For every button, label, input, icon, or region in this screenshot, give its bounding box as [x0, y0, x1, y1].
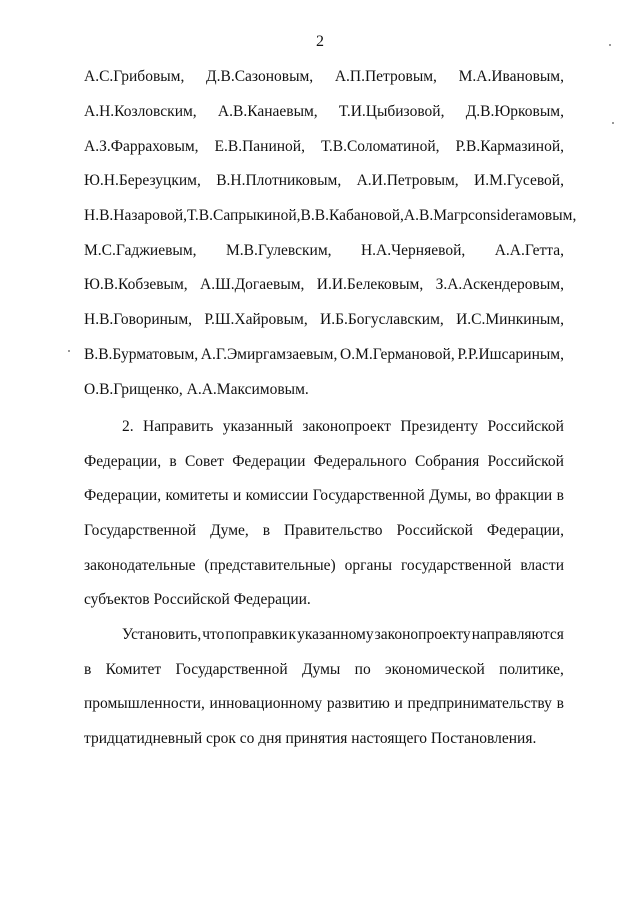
word: комитеты — [165, 487, 229, 505]
word: в — [556, 695, 564, 713]
deputy-name: М.С.Гаджиевым, — [84, 241, 197, 259]
word: Государственной — [84, 522, 197, 540]
page-number: 2 — [316, 33, 324, 50]
word: власти — [520, 556, 564, 574]
deputy-name: Т.И.Цыбизовой, — [338, 103, 445, 121]
deputy-name: О.М.Германовой, — [340, 345, 455, 363]
word: Совет — [184, 452, 224, 470]
text-line — [84, 687, 564, 722]
word: Федерации, — [486, 522, 564, 540]
deputy-name: Р.Р.Ишсариным, — [457, 345, 564, 363]
text-line: тридцатидневный срок со дня принятия настоящего Постановления. — [84, 730, 537, 748]
paragraph-2 — [84, 410, 564, 618]
word: поправки — [225, 626, 288, 643]
deputy-name: Д.В.Юрковым, — [465, 103, 564, 121]
scan-speck — [609, 44, 611, 46]
name-row — [84, 129, 564, 164]
word: Думы — [301, 660, 341, 678]
deputy-name: Н.А.Черняевой, — [360, 241, 466, 259]
word: Федерального — [313, 452, 407, 470]
deputy-name: В.В.Бурматовым, — [84, 345, 199, 363]
word: развитию — [326, 695, 390, 713]
deputy-name: З.А.Аскендеровым, — [435, 276, 564, 294]
word: в — [556, 487, 564, 505]
deputy-name: А.С.Грибовым, — [84, 68, 185, 86]
deputy-name: А.З.Фарраховым, — [84, 137, 199, 155]
word: и — [232, 487, 242, 505]
word: Федерации, — [84, 487, 162, 505]
word: Российской — [487, 418, 564, 435]
word: к — [288, 626, 297, 643]
deputy-name: Е.В.Паниной, — [214, 137, 305, 155]
word: Направить — [143, 418, 214, 435]
text-line — [84, 653, 564, 688]
word: комиссии — [245, 487, 309, 505]
deputy-name: Т.В.Сапрыкиной, — [187, 207, 301, 225]
word: органы — [344, 556, 393, 574]
word: фракции — [495, 487, 553, 505]
deputy-name: А.Н.Козловским, — [84, 103, 197, 121]
text-line — [84, 445, 564, 480]
word: Думы, — [429, 487, 472, 505]
text-line — [84, 514, 564, 549]
deputy-name: А.И.Петровым, — [356, 172, 459, 190]
name-row — [84, 338, 564, 373]
word: Федерации — [232, 452, 306, 470]
deputy-name: А.В.Магрconsiderамовым, — [403, 207, 577, 225]
text-line: субъектов Российской Федерации. — [84, 591, 311, 609]
deputy-name: О.В.Грищенко, А.А.Максимовым. — [84, 380, 309, 398]
scan-speck — [68, 350, 70, 352]
deputy-name: В.Н.Плотниковым, — [216, 172, 342, 190]
paragraph-3 — [84, 618, 564, 757]
deputy-name: Ю.Н.Березуцким, — [84, 172, 201, 190]
deputy-name: И.И.Белековым, — [316, 276, 424, 294]
word: промышленности, — [84, 695, 205, 713]
word: и — [394, 695, 403, 713]
word: Комитет — [105, 660, 162, 678]
name-row — [84, 95, 564, 130]
deputy-name: А.В.Канаевым, — [217, 103, 318, 121]
deputy-name: Т.В.Соломатиной, — [320, 137, 440, 155]
word: экономической — [385, 660, 485, 678]
deputy-name: И.Б.Богуславским, — [320, 311, 444, 329]
deputy-name: А.П.Петровым, — [334, 68, 437, 86]
name-row — [84, 60, 564, 95]
word: законодательные — [84, 556, 196, 574]
word: в — [262, 522, 271, 540]
word: государственной — [400, 556, 512, 574]
name-row — [84, 372, 564, 407]
word: во — [475, 487, 491, 505]
word: Российской — [487, 452, 564, 470]
deputy-name: Р.Ш.Хайровым, — [204, 311, 308, 329]
name-row — [84, 303, 564, 338]
word: указанный — [222, 418, 293, 435]
word: что — [202, 626, 225, 643]
text-line — [84, 618, 564, 653]
deputy-name: И.М.Гусевой, — [474, 172, 564, 190]
deputy-name: В.В.Кабановой, — [300, 207, 404, 225]
word: Правительство — [284, 522, 383, 540]
deputy-name: Р.В.Кармазиной, — [455, 137, 564, 155]
word: Российской — [396, 522, 473, 540]
text-line — [84, 549, 564, 584]
word: Собрания — [414, 452, 480, 470]
deputy-name: И.С.Минкиным, — [456, 311, 564, 329]
deputy-name: Н.В.Назаровой, — [84, 207, 187, 225]
word: законопроект — [302, 418, 391, 435]
name-row — [84, 199, 577, 234]
word: в — [169, 452, 177, 470]
deputy-name: Д.В.Сазоновым, — [206, 68, 314, 86]
word: Государственной — [175, 660, 288, 678]
deputy-name: А.Г.Эмиргамзаевым, — [200, 345, 338, 363]
word: направляются — [471, 626, 564, 643]
deputy-name: М.В.Гулевским, — [225, 241, 332, 259]
deputy-name: М.А.Ивановым, — [458, 68, 564, 86]
name-row — [84, 268, 564, 303]
word: Федерации, — [84, 452, 162, 470]
name-row — [84, 233, 564, 268]
names-list — [84, 60, 577, 407]
word: Думе, — [210, 522, 249, 540]
word: в — [84, 660, 92, 678]
word: 2. — [122, 418, 134, 435]
text-line — [84, 479, 564, 514]
scan-speck — [612, 122, 614, 124]
word: Президенту — [400, 418, 479, 435]
deputy-name: А.Ш.Догаевым, — [200, 276, 305, 294]
word: предпринимательству — [407, 695, 552, 713]
word: законопроекту — [374, 626, 471, 643]
word: политике, — [499, 660, 564, 678]
deputy-name: Н.В.Говориным, — [84, 311, 193, 329]
word: инновационному — [209, 695, 323, 713]
text-line — [84, 410, 564, 445]
deputy-name: А.А.Гетта, — [494, 241, 564, 259]
deputy-name: Ю.В.Кобзевым, — [84, 276, 188, 294]
word: указанному — [297, 626, 374, 643]
word: Государственной — [312, 487, 425, 505]
word: Установить, — [122, 626, 202, 643]
word: по — [354, 660, 371, 678]
word: (представительные) — [204, 556, 336, 574]
name-row — [84, 164, 564, 199]
